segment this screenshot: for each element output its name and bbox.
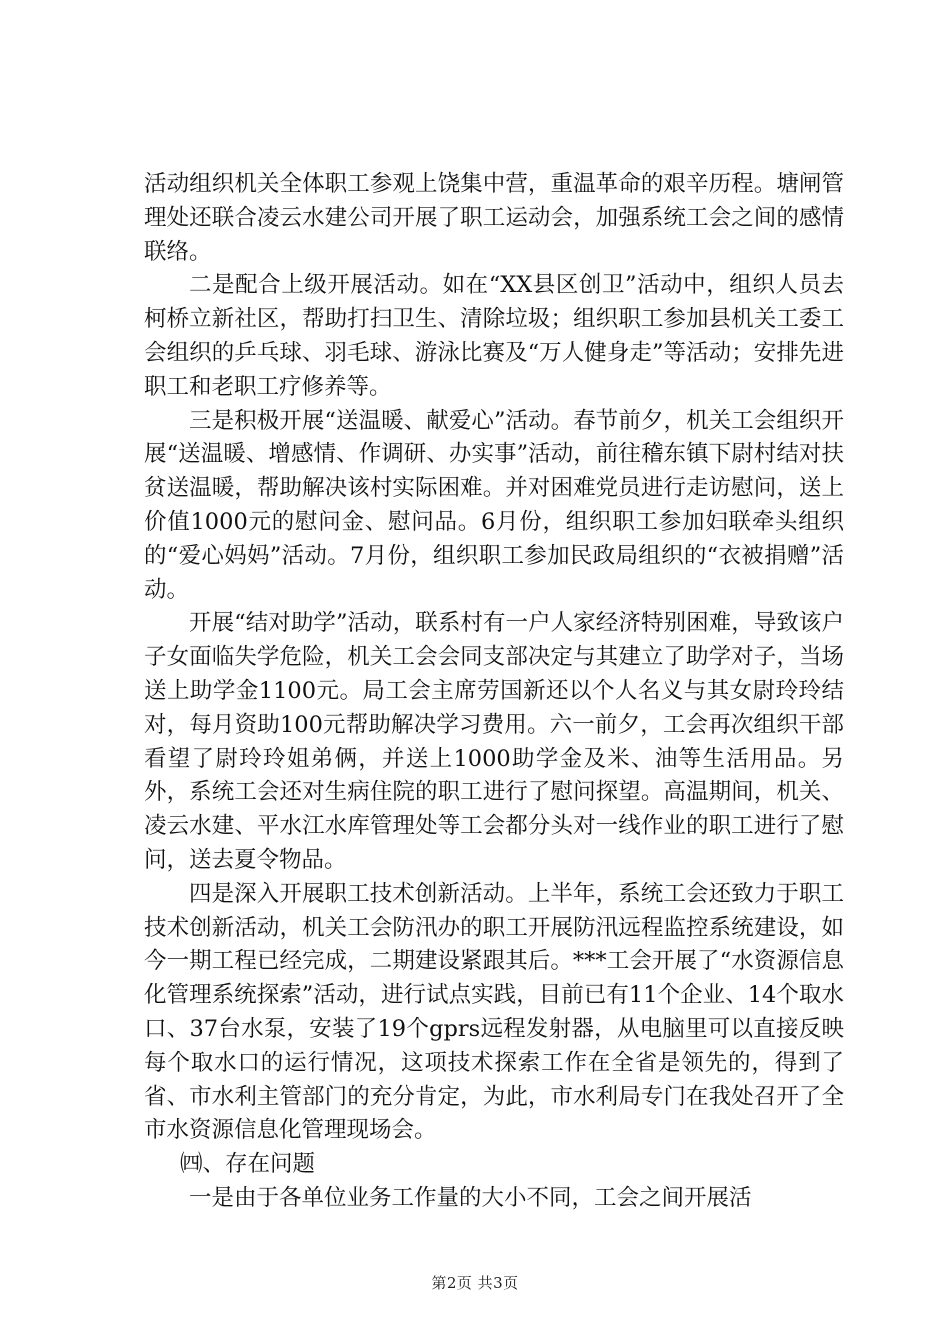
page-footer bbox=[0, 1272, 950, 1293]
paragraph-6: 一是由于各单位业务工作量的大小不同，工会之间开展活 bbox=[189, 1184, 752, 1211]
paragraph-4: 开展“结对助学”活动，联系村有一户人家经济特别困难，导致该户子女面临失学危险，机关工会会同支部决定与其建立了助学对子，当场送上助学金1100元。局工会主席劳国新还以个人名义与其女尉玲玲结对，每月资助100元帮助解决学习费用。六一前夕，工会再次组织干部看望了尉玲玲姐弟俩，并送上1000助学金及米、油等生活用品。另外，系统工会还对生病住院的职工进行了慰问探望。高温期间，机关、凌云水建、平水江水库管理处等工会都分头对一线作业的职工进行了慰问，送去夏令物品。 bbox=[144, 610, 844, 873]
paragraph-2: 二是配合上级开展活动。如在“XX县区创卫”活动中，组织人员去柯桥立新社区，帮助打扫卫生、清除垃圾；组织职工参加县机关工委工会组织的乒乓球、羽毛球、游泳比赛及“万人健身走”等活动；安排先进职工和老职工疗修养等。 bbox=[144, 272, 844, 400]
paragraph-5: 四是深入开展职工技术创新活动。上半年，系统工会还致力于职工技术创新活动，机关工会防汛办的职工开展防汛远程监控系统建设，如今一期工程已经完成，二期建设紧跟其后。***工会开展了“水资源信息化管理系统探索”活动，进行试点实践，目前已有11个企业、14个取水口、37台水泵，安装了19个gprs远程发射器，从电脑里可以直接反映每个取水口的运行情况，这项技术探索工作在全省是领先的，得到了省、市水利主管部门的充分肯定，为此，市水利局专门在我处召开了全市水资源信息化管理现场会。 bbox=[144, 880, 844, 1144]
section-heading-problems: ㈣、存在问题 bbox=[180, 1151, 316, 1178]
paragraph-3: 三是积极开展“送温暖、献爱心”活动。春节前夕，机关工会组织开展“送温暖、增感情、作调研、办实事”活动，前往稽东镇下尉村结对扶贫送温暖，帮助解决该村实际困难。并对困难党员进行走访慰问，送上价值1000元的慰问金、慰问品。6月份，组织职工参加妇联牵头组织的“爱心妈妈”活动。7月份，组织职工参加民政局组织的“衣被捐赠”活动。 bbox=[144, 407, 844, 603]
page-number: 第2页 共3页 bbox=[431, 1274, 519, 1292]
paragraph-1: 活动组织机关全体职工参观上饶集中营，重温革命的艰辛历程。塘闸管理处还联合凌云水建公司开展了职工运动会，加强系统工会之间的感情联络。 bbox=[144, 171, 844, 265]
document-body bbox=[144, 168, 844, 1216]
